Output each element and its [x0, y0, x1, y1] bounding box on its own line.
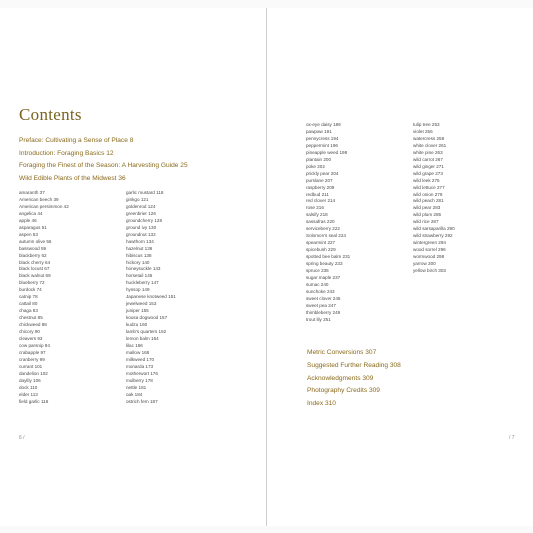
plant-entry: poke 202 — [306, 163, 325, 169]
plant-entry: wood sorrel 296 — [413, 247, 446, 253]
plant-list-column-1 — [19, 190, 69, 406]
plant-entry: wild strawberry 292 — [413, 233, 453, 239]
plant-entry: chestnut 85 — [19, 315, 43, 321]
plant-entry: currant 101 — [19, 363, 43, 369]
toc-entry: Preface: Cultivating a Sense of Place 8 — [19, 137, 134, 144]
plant-entry: wild leek 275 — [413, 177, 440, 183]
plant-entry: pennycress 194 — [306, 135, 339, 141]
plant-entry: garlic mustard 118 — [126, 190, 164, 195]
plant-entry: raspberry 209 — [306, 184, 335, 190]
plant-entry: mulberry 178 — [126, 377, 153, 383]
plant-entry: white clover 261 — [413, 142, 447, 148]
plant-entry: basswood 59 — [19, 245, 47, 251]
plant-entry: burdock 74 — [19, 287, 42, 293]
plant-entry: sugar maple 237 — [306, 274, 341, 280]
plant-entry: lemon balm 164 — [126, 336, 159, 342]
plant-entry: ostrich fern 187 — [126, 398, 158, 404]
plant-entry: trout lily 251 — [306, 316, 331, 322]
plant-entry: plantain 200 — [306, 156, 332, 162]
plant-entry: peppermint 196 — [306, 142, 338, 148]
toc-entry: Metric Conversions 307 — [307, 349, 377, 356]
plant-entry: amaranth 37 — [19, 190, 45, 195]
plant-entry: greenbrier 126 — [126, 210, 156, 216]
plant-entry: rose 216 — [306, 205, 324, 211]
plant-entry: aspen 53 — [19, 231, 38, 237]
toc-entry: Introduction: Foraging Basics 12 — [19, 149, 114, 157]
plant-entry: autumn olive 56 — [19, 238, 52, 244]
plant-entry: daylily 106 — [19, 377, 41, 383]
page-number: 6 / — [19, 435, 25, 441]
plant-entry: hyssop 149 — [126, 287, 150, 293]
plant-entry: cranberry 99 — [19, 356, 45, 362]
plant-entry: wild rice 287 — [413, 219, 439, 225]
page-title: Contents — [19, 105, 82, 124]
plant-entry: ox-eye daisy 189 — [306, 122, 341, 127]
plant-entry: purslane 207 — [306, 177, 333, 183]
plant-entry: serviceberry 222 — [306, 226, 340, 232]
plant-entry: black locust 67 — [19, 266, 50, 272]
plant-entry: cow parsnip 94 — [19, 342, 50, 348]
plant-entry: hickory 140 — [126, 259, 150, 265]
plant-entry: wild carrot 267 — [413, 156, 443, 162]
plant-entry: angelica 44 — [19, 210, 43, 216]
plant-entry: wintergreen 294 — [413, 240, 446, 246]
plant-entry: groundnut 132 — [126, 231, 156, 237]
plant-entry: sunchoke 243 — [306, 288, 335, 294]
plant-entry: sassafras 220 — [306, 219, 335, 225]
left-page — [0, 8, 266, 526]
plant-entry: huckleberry 147 — [126, 280, 159, 286]
toc-front-list — [19, 135, 188, 185]
plant-entry: Japanese knotweed 151 — [126, 294, 176, 300]
plant-entry: prickly pear 204 — [306, 170, 339, 176]
plant-entry: lamb's quarters 162 — [126, 329, 167, 335]
plant-entry: ground ivy 130 — [126, 224, 157, 230]
plant-entry: thimbleberry 249 — [306, 309, 341, 315]
toc-entry: Foraging the Finest of the Season: A Harvesting Guide 25 — [19, 162, 188, 169]
plant-entry: chickweed 88 — [19, 322, 47, 328]
plant-entry: watercress 258 — [413, 135, 445, 141]
plant-entry: spotted bee balm 231 — [306, 254, 351, 260]
plant-list-column-3 — [306, 122, 350, 324]
plant-entry: dock 110 — [19, 384, 38, 390]
plant-entry: elder 113 — [19, 391, 38, 397]
plant-entry: yellow birch 303 — [413, 268, 446, 274]
right-page — [267, 8, 533, 526]
plant-entry: white pine 263 — [413, 149, 443, 155]
plant-entry: oak 184 — [126, 391, 143, 397]
plant-entry: cattail 80 — [19, 301, 38, 307]
plant-entry: hibiscus 138 — [126, 252, 152, 258]
plant-entry: cleavers 93 — [19, 336, 43, 342]
plant-entry: horsetail 145 — [126, 273, 153, 279]
plant-entry: sweet pea 247 — [306, 302, 336, 308]
plant-entry: kousa dogwood 157 — [126, 315, 168, 321]
plant-entry: Solomon's seal 224 — [306, 233, 346, 239]
plant-entry: wormwood 298 — [413, 254, 445, 260]
plant-entry: juniper 155 — [126, 308, 149, 314]
plant-entry: wild grape 273 — [413, 170, 443, 176]
plant-list-column-4 — [413, 122, 455, 275]
plant-entry: chicory 90 — [19, 329, 40, 335]
plant-entry: wild sarsaparilla 290 — [413, 226, 455, 232]
plant-entry: goldenrod 124 — [126, 203, 156, 209]
plant-entry: wild peach 281 — [413, 198, 444, 204]
plant-entry: blackberry 62 — [19, 252, 47, 258]
plant-entry: wild ginger 271 — [413, 163, 444, 169]
plant-entry: crabapple 97 — [19, 349, 46, 355]
plant-entry: tulip tree 253 — [413, 122, 440, 127]
plant-list-column-2 — [126, 190, 176, 406]
plant-entry: milkweed 170 — [126, 356, 155, 362]
plant-entry: salsify 218 — [306, 212, 328, 218]
plant-entry: hazelnut 136 — [126, 245, 153, 251]
plant-entry: spicebush 229 — [306, 247, 336, 253]
plant-entry: monarda 173 — [126, 363, 154, 369]
plant-entry: sumac 240 — [306, 281, 329, 287]
plant-entry: hawthorn 134 — [126, 238, 154, 244]
plant-entry: wild onion 279 — [413, 191, 443, 197]
toc-entry: Acknowledgments 309 — [307, 374, 374, 382]
plant-entry: mallow 168 — [126, 349, 150, 355]
plant-entry: redbud 211 — [306, 191, 329, 197]
plant-entry: sweet clover 245 — [306, 295, 341, 301]
plant-entry: lilac 166 — [126, 342, 143, 348]
plant-entry: spruce 235 — [306, 268, 329, 274]
plant-entry: pineapple weed 198 — [306, 149, 348, 155]
plant-entry: spring beauty 233 — [306, 261, 343, 267]
plant-entry: black cherry 64 — [19, 259, 51, 265]
toc-entry: Index 310 — [307, 400, 336, 408]
plant-entry: wild lettuce 277 — [413, 184, 445, 190]
toc-entry: Photography Credits 309 — [307, 387, 380, 395]
plant-entry: violet 256 — [413, 128, 433, 134]
plant-entry: motherwort 176 — [126, 370, 158, 376]
plant-entry: blueberry 72 — [19, 280, 45, 286]
plant-entry: wild pear 283 — [413, 205, 441, 211]
plant-entry: apple 46 — [19, 217, 37, 223]
plant-entry: black walnut 69 — [19, 273, 51, 279]
plant-entry: groundcherry 128 — [126, 217, 163, 223]
toc-back-list — [307, 347, 401, 411]
page-number: / 7 — [509, 435, 515, 441]
plant-entry: ginkgo 121 — [126, 196, 149, 202]
plant-entry: dandelion 102 — [19, 370, 48, 376]
plant-entry: wild plum 285 — [413, 212, 442, 218]
plant-entry: asparagus 51 — [19, 224, 47, 230]
plant-entry: jewelweed 153 — [126, 301, 157, 307]
plant-entry: red clover 214 — [306, 198, 336, 204]
plant-entry: spearmint 227 — [306, 240, 336, 246]
plant-entry: field garlic 116 — [19, 398, 49, 404]
plant-entry: American beech 39 — [19, 196, 59, 202]
plant-entry: American persimmon 42 — [19, 203, 69, 209]
plant-entry: yarrow 300 — [413, 261, 436, 267]
plant-entry: nettle 181 — [126, 384, 147, 390]
toc-entry: Wild Edible Plants of the Midwest 36 — [19, 174, 126, 182]
plant-entry: kudzu 160 — [126, 322, 148, 328]
plant-entry: catnip 78 — [19, 294, 38, 300]
plant-entry: pawpaw 191 — [306, 128, 332, 134]
plant-entry: chaga 83 — [19, 308, 38, 314]
plant-entry: honeysuckle 143 — [126, 266, 161, 272]
toc-entry: Suggested Further Reading 308 — [307, 361, 401, 369]
